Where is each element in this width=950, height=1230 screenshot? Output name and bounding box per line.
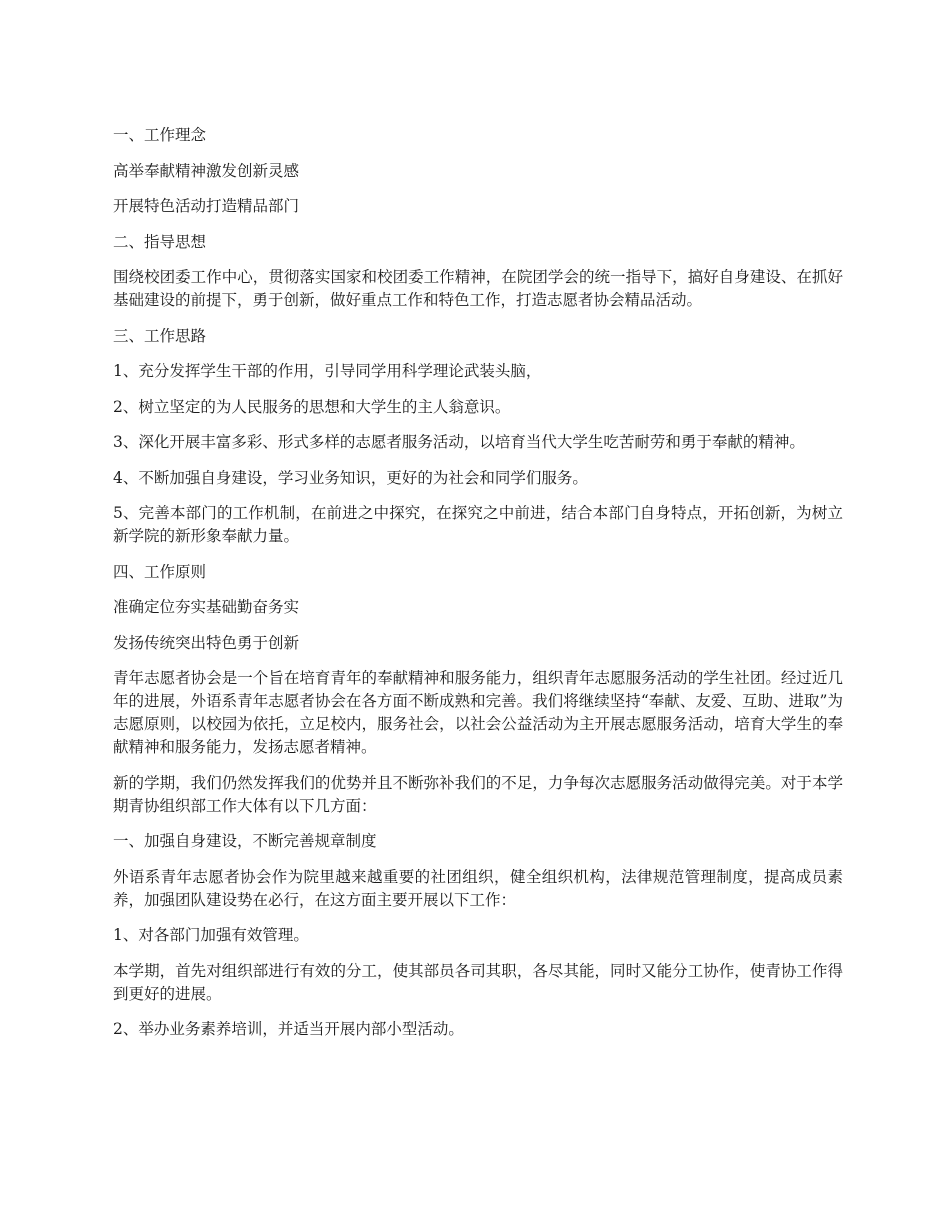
approach-item-3: 3、深化开展丰富多彩、形式多样的志愿者服务活动，以培育当代大学生吃苦耐劳和勇于奉献的精神。 <box>113 433 805 451</box>
approach-item-4: 4、不断加强自身建设，学习业务知识，更好的为社会和同学们服务。 <box>113 468 588 487</box>
concept-line-1: 高举奉献精神激发创新灵感 <box>113 161 300 180</box>
section-heading-work-principles: 四、工作原则 <box>113 562 207 581</box>
association-intro-paragraph: 青年志愿者协会是一个旨在培育青年的奉献精神和服务能力，组织青年志愿服务活动的学生社团。经过近几年的进展，外语系青年志愿者协会在各方面不断成熟和完善。我们将继续坚持“奉献、友爱、互助、进取”为志愿原则，以校园为依托，立足校内，服务社会，以社会公益活动为主开展志愿服务活动，培育大学生的奉献精神和服务能力，发扬志愿者精神。 <box>113 669 843 756</box>
task-item-1: 1、对各部门加强有效管理。 <box>113 926 309 944</box>
task-item-1-detail: 本学期，首先对组织部进行有效的分工，使其部员各司其职，各尽其能，同时又能分工协作，使青协工作得到更好的进展。 <box>113 961 843 1003</box>
approach-item-2: 2、树立坚定的为人民服务的思想和大学生的主人翁意识。 <box>113 397 511 416</box>
section-heading-work-concept: 一、工作理念 <box>113 126 207 144</box>
principle-line-1: 准确定位夯实基础勤奋务实 <box>113 598 300 616</box>
approach-item-5: 5、完善本部门的工作机制，在前进之中探究，在探究之中前进，结合本部门自身特点，开拓创新，为树立新学院的新形象奉献力量。 <box>113 504 843 545</box>
task-item-2: 2、举办业务素养培训，并适当开展内部小型活动。 <box>113 1020 464 1038</box>
approach-item-1: 1、充分发挥学生干部的作用，引导同学用科学理论武装头脑， <box>113 362 542 380</box>
new-semester-paragraph: 新的学期，我们仍然发挥我们的优势并且不断弥补我们的不足，力争每次志愿服务活动做得完美。对于本学期青协组织部工作大体有以下几方面： <box>113 773 843 815</box>
document-body <box>113 124 843 1054</box>
principle-line-2: 发扬传统突出特色勇于创新 <box>113 633 300 652</box>
section-heading-work-approach: 三、工作思路 <box>113 326 207 345</box>
section-heading-guiding-thought: 二、指导思想 <box>113 232 207 251</box>
self-building-paragraph: 外语系青年志愿者协会作为院里越来越重要的社团组织，健全组织机构，法律规范管理制度，提高成员素养，加强团队建设势在必行，在这方面主要开展以下工作： <box>113 867 843 909</box>
heading-strengthen-self-building: 一、加强自身建设，不断完善规章制度 <box>113 832 377 850</box>
guiding-thought-paragraph: 围绕校团委工作中心，贯彻落实国家和校团委工作精神，在院团学会的统一指导下，搞好自身建设、在抓好基础建设的前提下，勇于创新，做好重点工作和特色工作，打造志愿者协会精品活动。 <box>113 268 843 309</box>
concept-line-2: 开展特色活动打造精品部门 <box>113 197 300 215</box>
